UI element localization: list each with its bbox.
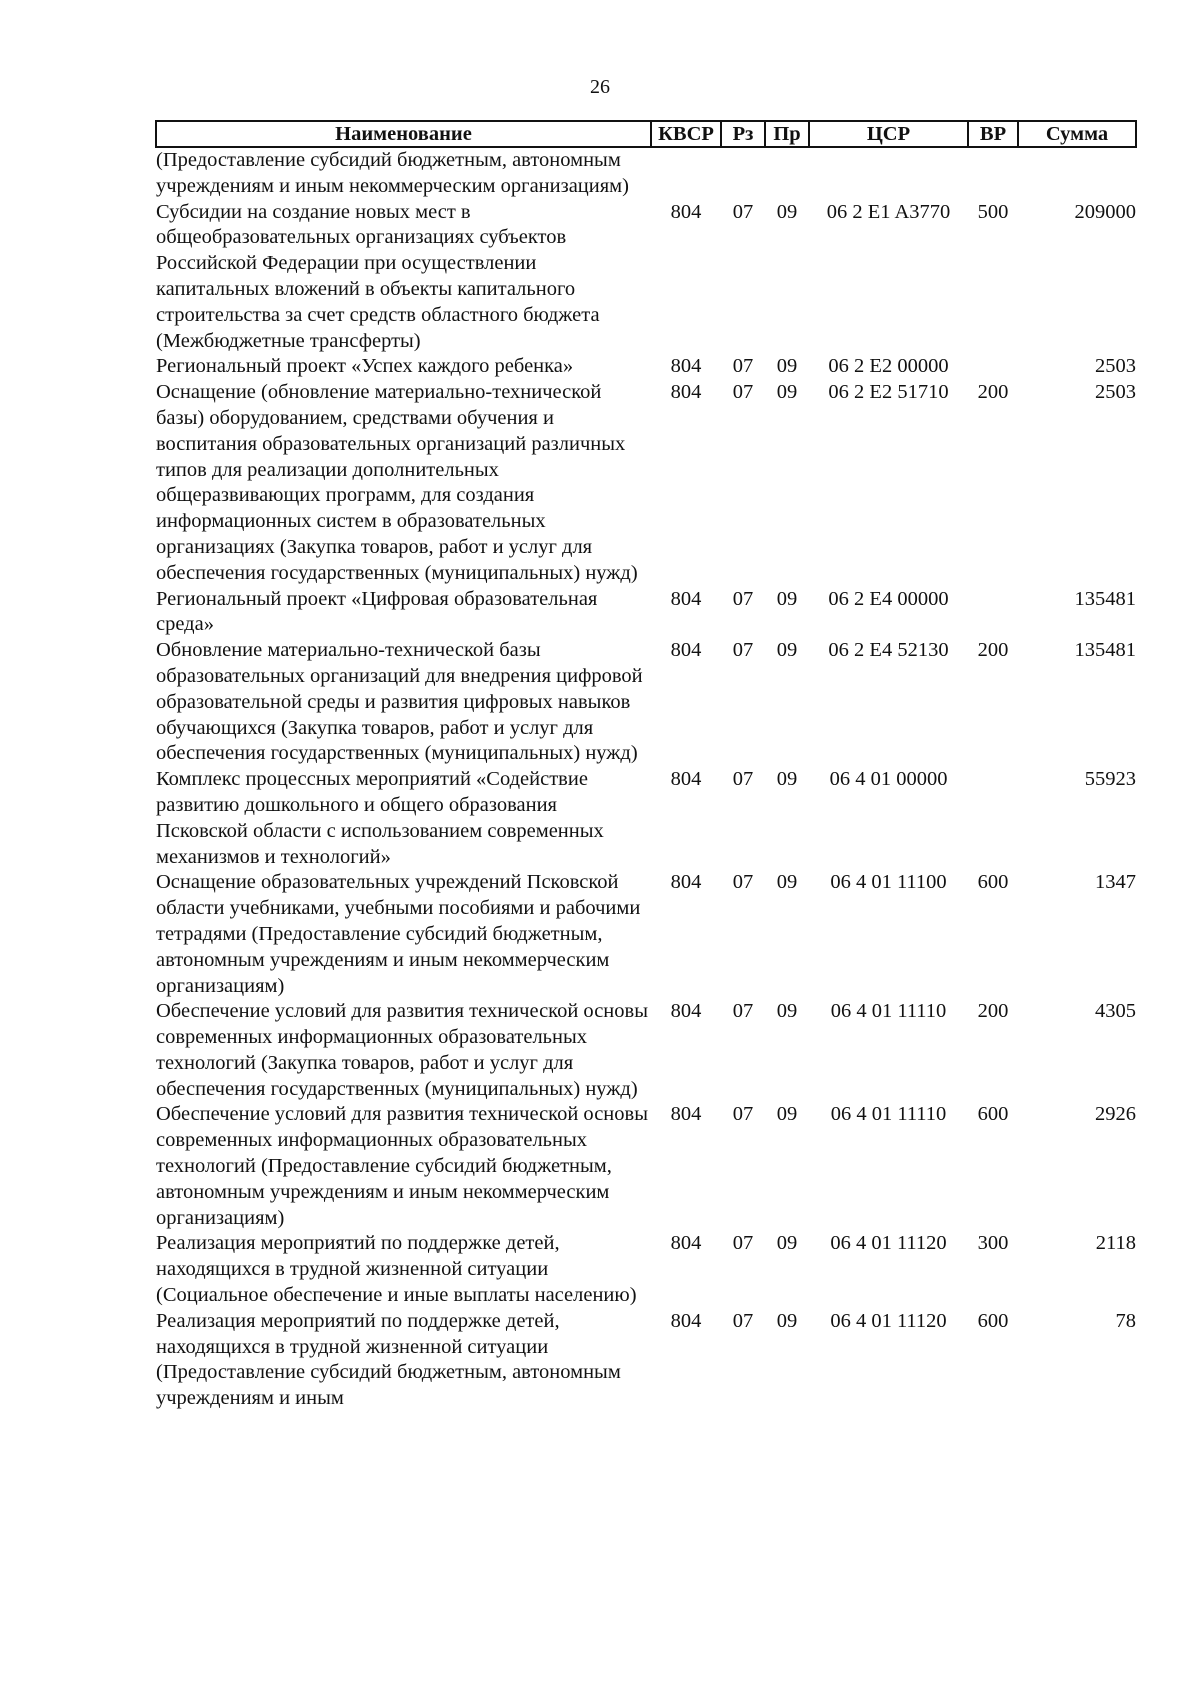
cell-name: Региональный проект «Успех каждого ребенка» bbox=[156, 355, 574, 378]
table-row bbox=[156, 638, 1136, 767]
cell-csr: 06 4 01 11120 bbox=[830, 1232, 947, 1255]
cell-sum: 4305 bbox=[1095, 1000, 1136, 1023]
cell-name: Реализация мероприятий по поддержке детей, находящихся в трудной жизненной ситуации (Социальное обеспечение и иные выплаты населению) bbox=[156, 1232, 637, 1307]
cell-name: Реализация мероприятий по поддержке детей, находящихся в трудной жизненной ситуации (Предоставление субсидий бюджетным, автономным учреждениям и иным bbox=[156, 1309, 621, 1410]
cell-sum: 2503 bbox=[1095, 381, 1136, 404]
cell-pr: 09 bbox=[776, 1232, 798, 1255]
cell-name: Обеспечение условий для развития технической основы современных информационных образовательных технологий (Предоставление субсидий бюджетным, автономным учреждениям и иным некоммерческим организациям) bbox=[156, 1103, 648, 1229]
cell-name: Обновление материально-технической базы образовательных организаций для внедрения цифровой образовательной среды и развития цифровых навыков обучающихся (Закупка товаров, работ и услуг для обеспечения государственных (муниципальных) нужд) bbox=[156, 639, 643, 765]
header-name: Наименование bbox=[156, 121, 651, 147]
cell-name: Региональный проект «Цифровая образовательная среда» bbox=[156, 587, 598, 636]
header-pr: Пр bbox=[765, 121, 809, 147]
cell-sum: 2926 bbox=[1095, 1103, 1136, 1126]
cell-rz: 07 bbox=[732, 1000, 754, 1023]
cell-rz: 07 bbox=[732, 355, 754, 378]
cell-rz: 07 bbox=[732, 1103, 754, 1126]
header-sum: Сумма bbox=[1018, 121, 1136, 147]
table-header-row bbox=[156, 121, 1136, 147]
cell-vr: 200 bbox=[977, 1000, 1009, 1023]
cell-kvsr: 804 bbox=[670, 200, 702, 223]
cell-pr: 09 bbox=[776, 871, 798, 894]
cell-vr bbox=[968, 587, 1018, 639]
cell-kvsr: 804 bbox=[670, 1309, 702, 1332]
cell-kvsr bbox=[651, 147, 721, 200]
cell-sum: 135481 bbox=[1074, 587, 1136, 610]
header-kvsr: КВСР bbox=[651, 121, 721, 147]
cell-sum: 78 bbox=[1115, 1309, 1136, 1332]
table-row bbox=[156, 354, 1136, 380]
cell-csr: 06 2 E4 52130 bbox=[828, 639, 949, 662]
cell-kvsr: 804 bbox=[670, 1103, 702, 1126]
cell-name: Оснащение (обновление материально-технической базы) оборудованием, средствами обучения и воспитания образовательных организаций различных типов для реализации дополнительных общеразвивающих программ, для создания информационных систем в образовательных организациях (Закупка товаров, работ и услуг для обеспечения государственных (муниципальных) нужд) bbox=[156, 381, 638, 584]
header-csr: ЦСР bbox=[809, 121, 968, 147]
cell-csr bbox=[809, 147, 968, 200]
cell-kvsr: 804 bbox=[670, 1000, 702, 1023]
table-row bbox=[156, 999, 1136, 1102]
cell-rz: 07 bbox=[732, 1309, 754, 1332]
cell-csr: 06 2 E4 00000 bbox=[828, 587, 949, 610]
table-row bbox=[156, 1309, 1136, 1412]
cell-sum: 2118 bbox=[1095, 1232, 1136, 1255]
cell-kvsr: 804 bbox=[670, 871, 702, 894]
cell-kvsr: 804 bbox=[670, 1232, 702, 1255]
cell-rz: 07 bbox=[732, 200, 754, 223]
cell-vr bbox=[968, 354, 1018, 380]
cell-pr: 09 bbox=[776, 381, 798, 404]
cell-pr: 09 bbox=[776, 587, 798, 610]
table-row bbox=[156, 767, 1136, 870]
table-row bbox=[156, 380, 1136, 586]
cell-csr: 06 2 E1 A3770 bbox=[826, 200, 951, 223]
cell-kvsr: 804 bbox=[670, 768, 702, 791]
table-row bbox=[156, 200, 1136, 355]
cell-pr bbox=[765, 147, 809, 200]
cell-kvsr: 804 bbox=[670, 355, 702, 378]
cell-kvsr: 804 bbox=[670, 587, 702, 610]
cell-vr: 600 bbox=[977, 1103, 1009, 1126]
cell-vr: 600 bbox=[977, 871, 1009, 894]
table-row bbox=[156, 1231, 1136, 1308]
table-row bbox=[156, 870, 1136, 999]
cell-vr: 500 bbox=[977, 200, 1009, 223]
cell-vr: 300 bbox=[977, 1232, 1009, 1255]
cell-rz: 07 bbox=[732, 1232, 754, 1255]
cell-kvsr: 804 bbox=[670, 381, 702, 404]
cell-sum: 135481 bbox=[1074, 639, 1136, 662]
cell-rz bbox=[721, 147, 765, 200]
cell-name: (Предоставление субсидий бюджетным, автономным учреждениям и иным некоммерческим организациям) bbox=[156, 149, 629, 197]
header-rz: Рз bbox=[721, 121, 765, 147]
cell-rz: 07 bbox=[732, 871, 754, 894]
cell-sum bbox=[1018, 147, 1136, 200]
cell-vr bbox=[968, 147, 1018, 200]
cell-sum: 2503 bbox=[1095, 355, 1136, 378]
cell-rz: 07 bbox=[732, 587, 754, 610]
cell-sum: 1347 bbox=[1095, 871, 1136, 894]
cell-csr: 06 4 01 11100 bbox=[830, 871, 947, 894]
cell-sum: 55923 bbox=[1084, 768, 1136, 791]
cell-rz: 07 bbox=[732, 381, 754, 404]
cell-pr: 09 bbox=[776, 355, 798, 378]
budget-table bbox=[155, 120, 1137, 1412]
cell-vr bbox=[968, 767, 1018, 870]
table-row bbox=[156, 147, 1136, 200]
cell-sum: 209000 bbox=[1074, 200, 1136, 223]
cell-rz: 07 bbox=[732, 639, 754, 662]
cell-name: Субсидии на создание новых мест в общеобразовательных организациях субъектов Российской Федерации при осуществлении капитальных вложений в объекты капитального строительства за счет средств областного бюджета (Межбюджетные трансферты) bbox=[156, 200, 600, 352]
cell-name: Комплекс процессных мероприятий «Содействие развитию дошкольного и общего образования Псковской области с использованием современных механизмов и технологий» bbox=[156, 768, 604, 868]
cell-pr: 09 bbox=[776, 1000, 798, 1023]
cell-name: Обеспечение условий для развития технической основы современных информационных образовательных технологий (Закупка товаров, работ и услуг для обеспечения государственных (муниципальных) нужд) bbox=[156, 1000, 648, 1100]
cell-pr: 09 bbox=[776, 200, 798, 223]
cell-rz: 07 bbox=[732, 768, 754, 791]
cell-csr: 06 4 01 11120 bbox=[830, 1309, 947, 1332]
table-row bbox=[156, 587, 1136, 639]
page-number: 26 bbox=[590, 76, 610, 98]
cell-kvsr: 804 bbox=[670, 639, 702, 662]
cell-csr: 06 4 01 11110 bbox=[830, 1103, 947, 1126]
cell-csr: 06 4 01 00000 bbox=[829, 768, 948, 791]
cell-pr: 09 bbox=[776, 1103, 798, 1126]
cell-csr: 06 2 E2 51710 bbox=[828, 381, 949, 404]
table-row bbox=[156, 1102, 1136, 1231]
cell-pr: 09 bbox=[776, 639, 798, 662]
cell-vr: 200 bbox=[977, 639, 1009, 662]
cell-csr: 06 4 01 11110 bbox=[830, 1000, 947, 1023]
cell-vr: 200 bbox=[977, 381, 1009, 404]
header-vr: ВР bbox=[968, 121, 1018, 147]
cell-pr: 09 bbox=[776, 768, 798, 791]
cell-name: Оснащение образовательных учреждений Псковской области учебниками, учебными пособиями и рабочими тетрадями (Предоставление субсидий бюджетным, автономным учреждениям и иным некоммерческим организациям) bbox=[156, 871, 641, 997]
cell-csr: 06 2 E2 00000 bbox=[828, 355, 949, 378]
cell-vr: 600 bbox=[977, 1309, 1009, 1332]
cell-pr: 09 bbox=[776, 1309, 798, 1332]
